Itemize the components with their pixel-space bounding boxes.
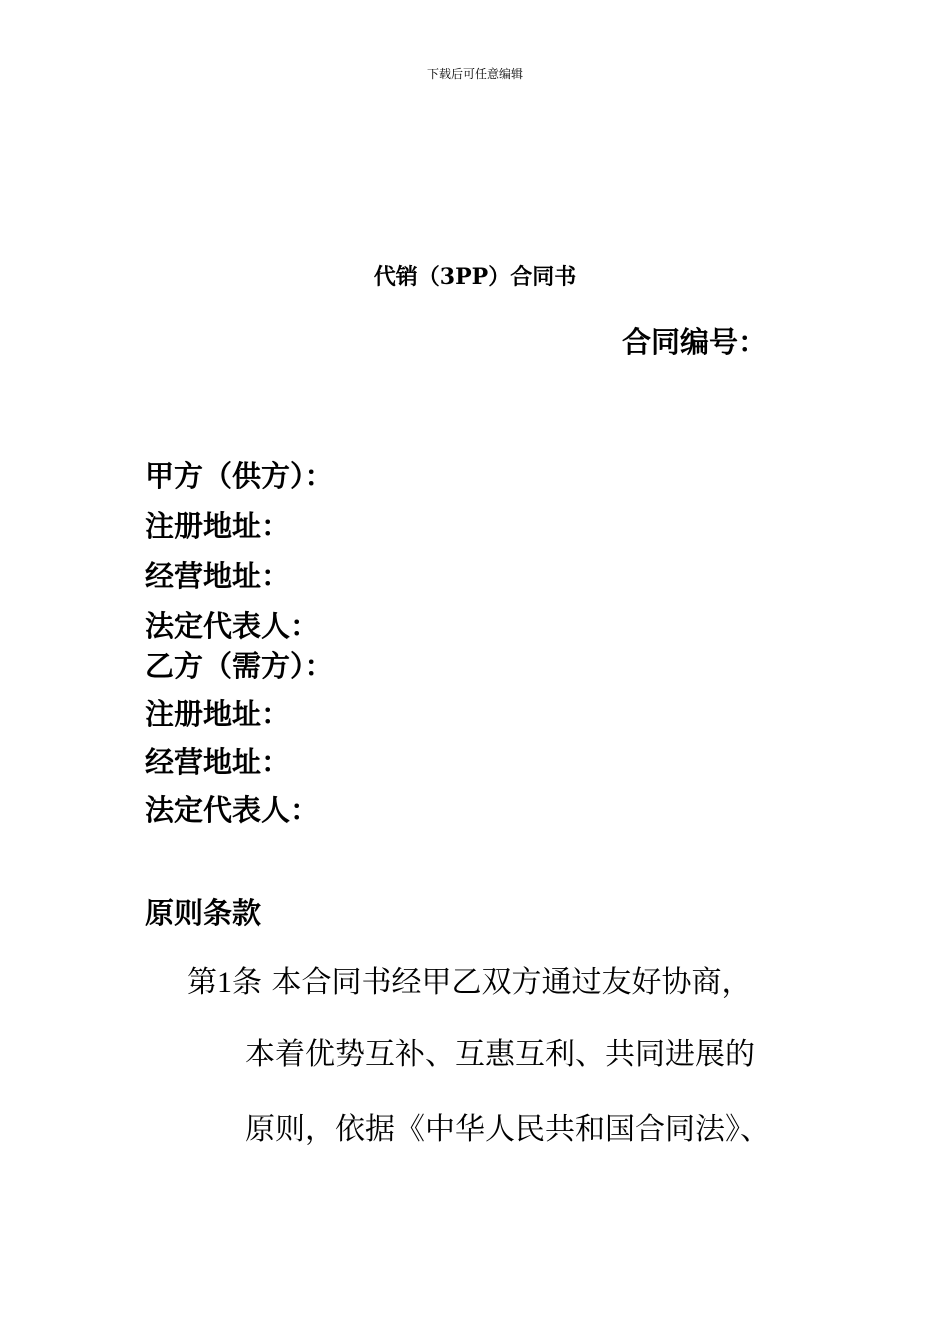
header-note: 下载后可任意编辑 bbox=[426, 67, 523, 81]
article-1-number: 第1条 bbox=[187, 966, 262, 999]
party-a-legal-representative-label: 法定代表人： bbox=[145, 609, 320, 643]
party-a-registered-address-label: 注册地址： bbox=[145, 509, 291, 543]
party-a-business-address-label: 经营地址： bbox=[145, 559, 291, 593]
party-a-name-label: 甲方（供方）： bbox=[145, 459, 334, 493]
section-heading-principles: 原则条款 bbox=[145, 896, 262, 930]
party-b-name-label: 乙方（需方）： bbox=[145, 649, 334, 683]
party-b-registered-address-label: 注册地址： bbox=[145, 697, 291, 731]
document-title: 代销（3PP）合同书 bbox=[373, 264, 577, 290]
article-1-text-line-1: 本合同书经甲乙双方通过友好协商， bbox=[271, 965, 752, 1000]
party-b-business-address-label: 经营地址： bbox=[145, 745, 291, 779]
article-1-line-1 bbox=[187, 963, 752, 1003]
article-1-line-2: 本着优势互补、互惠互利、共同进展的 bbox=[245, 1037, 755, 1072]
article-1-line-3: 原则，依据《中华人民共和国合同法》、 bbox=[245, 1112, 770, 1147]
party-b-legal-representative-label: 法定代表人： bbox=[145, 793, 320, 827]
contract-number-label: 合同编号： bbox=[622, 325, 768, 359]
